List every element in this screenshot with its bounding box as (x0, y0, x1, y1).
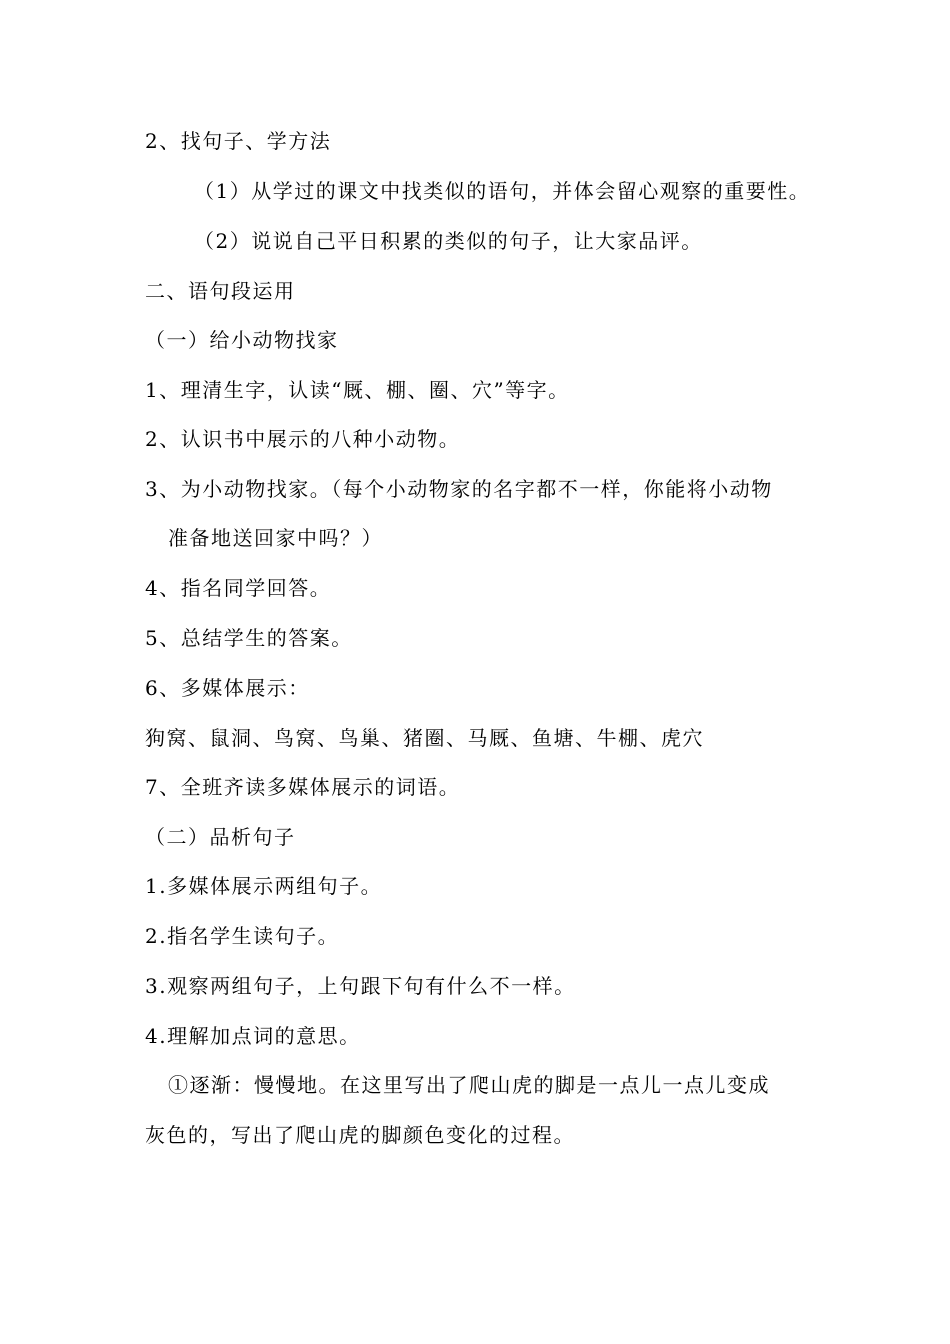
step-7: 7、全班齐读多媒体展示的词语。 (145, 775, 461, 799)
analysis-step-4: 4.理解加点词的意思。 (145, 1024, 361, 1048)
step-4: 4、指名同学回答。 (145, 576, 332, 600)
heading-find-sentences: 2、找句子、学方法 (145, 129, 332, 153)
item-1-find-similar: （1）从学过的课文中找类似的语句，并体会留心观察的重要性。 (194, 179, 811, 203)
step-2: 2、认识书中展示的八种小动物。 (145, 427, 461, 451)
analysis-step-1: 1.多媒体展示两组句子。 (145, 874, 383, 898)
step-1: 1、理清生字，认读“厩、棚、圈、穴”等字。 (145, 378, 570, 402)
step-6: 6、多媒体展示： (145, 676, 310, 700)
step-3-continued: 准备地送回家中吗？） (168, 526, 383, 550)
section-heading-usage: 二、语句段运用 (145, 279, 296, 303)
animal-homes-list: 狗窝、鼠洞、鸟窝、鸟巢、猪圈、马厩、鱼塘、牛棚、虎穴 (145, 726, 704, 750)
subsection-heading-analyze: （二）品析句子 (145, 825, 296, 849)
step-5: 5、总结学生的答案。 (145, 626, 353, 650)
item-2-say-sentences: （2）说说自己平日积累的类似的句子，让大家品评。 (194, 229, 703, 253)
explanation-line-2: 灰色的，写出了爬山虎的脚颜色变化的过程。 (145, 1123, 575, 1147)
step-3: 3、为小动物找家。（每个小动物家的名字都不一样，你能将小动物 (145, 477, 773, 501)
analysis-step-3: 3.观察两组句子，上句跟下句有什么不一样。 (145, 974, 576, 998)
analysis-step-2: 2.指名学生读句子。 (145, 924, 340, 948)
subsection-heading-animal-home: （一）给小动物找家 (145, 328, 339, 352)
explanation-line-1: ①逐渐：慢慢地。在这里写出了爬山虎的脚是一点儿一点儿变成 (168, 1073, 770, 1097)
